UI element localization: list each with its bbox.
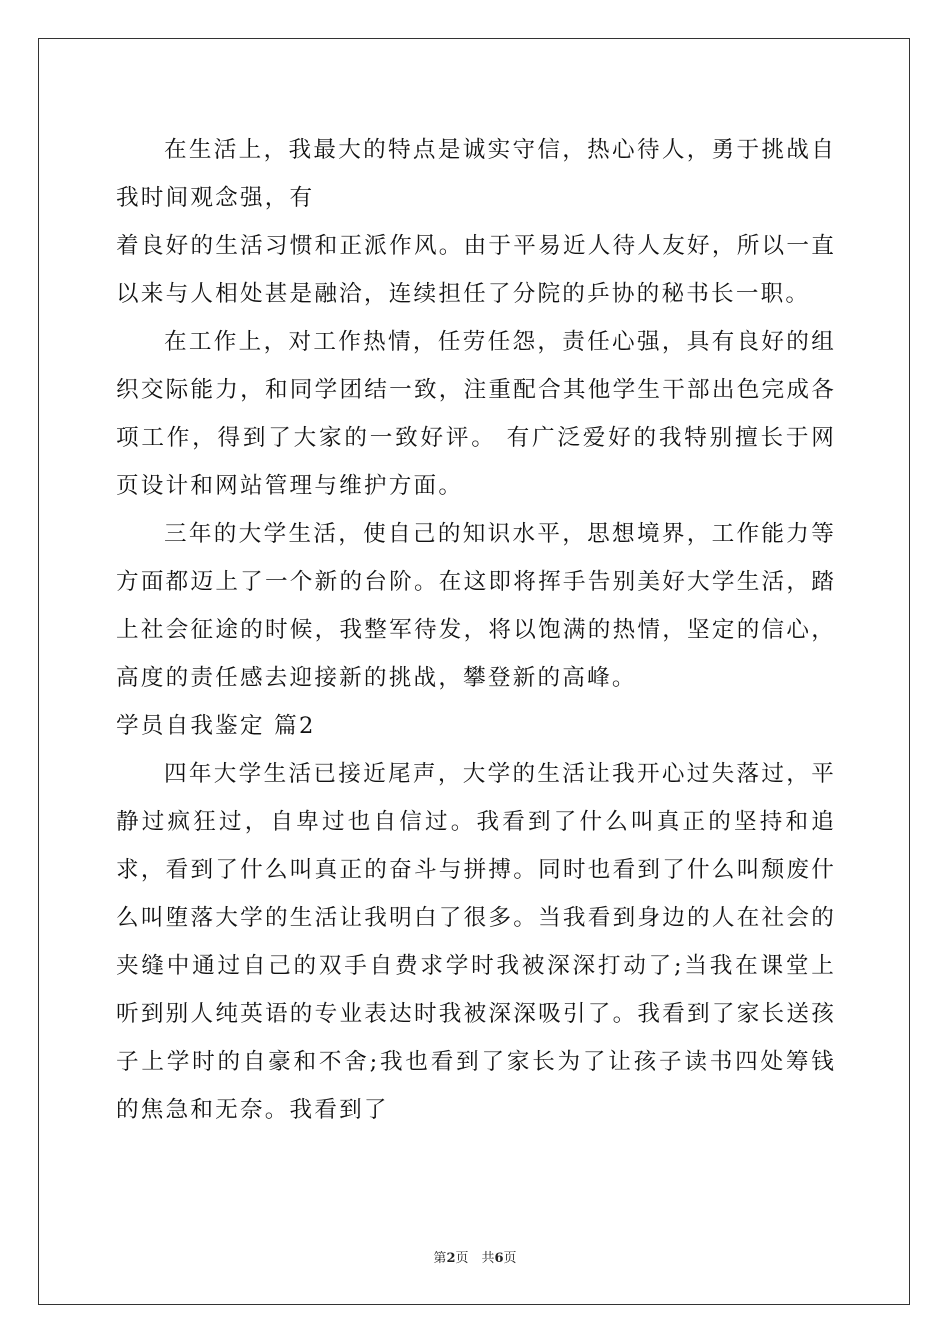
paragraph: 四年大学生活已接近尾声，大学的生活让我开心过失落过，平静过疯狂过，自卑过也自信过。我看到了什么叫真正的坚持和追求，看到了什么叫真正的奋斗与拼搏。同时也看到了什么叫颓废什么叫堕落大学的生活让我明白了很多。当我看到身边的人在社会的夹缝中通过自己的双手自费求学时我被深深打动了;当我在课堂上听到别人纯英语的专业表达时我被深深吸引了。我看到了家长送孩子上学时的自豪和不舍;我也看到了家长为了让孩子读书四处筹钱的焦急和无奈。我看到了	[116, 761, 836, 1123]
footer-prefix: 第	[433, 1251, 447, 1266]
page-footer	[0, 1247, 950, 1266]
total-pages-number: 6	[494, 1251, 504, 1266]
paragraph: 在工作上，对工作热情，任劳任怨，责任心强，具有良好的组织交际能力，和同学团结一致，注重配合其他学生干部出色完成各项工作，得到了大家的一致好评。 有广泛爱好的我特别擅长于网页设计和网站管理与维护方面。	[116, 329, 836, 499]
section-heading: 学员自我鉴定 篇2	[116, 713, 316, 739]
footer-mid: 页 共	[455, 1251, 495, 1266]
paragraph: 三年的大学生活，使自己的知识水平，思想境界，工作能力等方面都迈上了一个新的台阶。在这即将挥手告别美好大学生活，踏上社会征途的时候，我整军待发，将以饱满的热情，坚定的信心，高度的责任感去迎接新的挑战，攀登新的高峰。	[116, 521, 836, 691]
paragraph: 着良好的生活习惯和正派作风。由于平易近人待人友好，所以一直以来与人相处甚是融洽，连续担任了分院的乒协的秘书长一职。	[116, 233, 836, 307]
paragraph: 在生活上，我最大的特点是诚实守信，热心待人，勇于挑战自我时间观念强，有	[116, 137, 836, 211]
current-page-number: 2	[446, 1251, 456, 1266]
footer-suffix: 页	[503, 1251, 517, 1266]
document-body	[116, 126, 836, 1134]
